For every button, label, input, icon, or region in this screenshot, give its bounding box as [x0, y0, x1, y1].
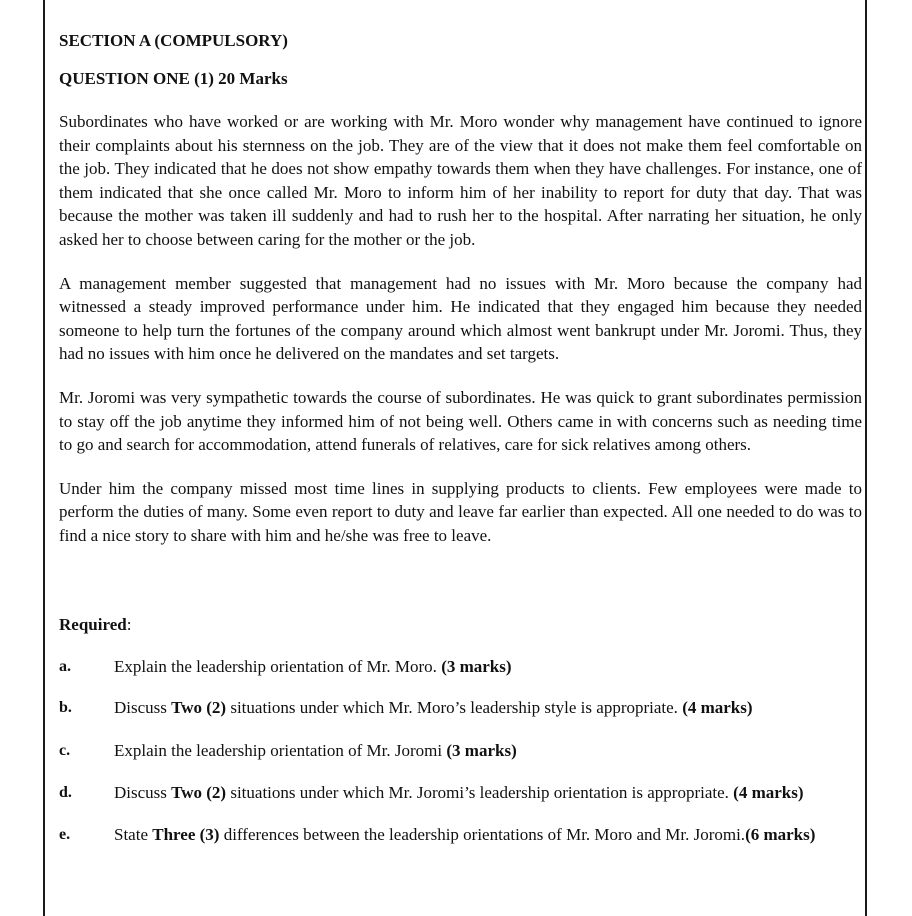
question-text-part: situations under which Mr. Moro’s leadership style is appropriate. [226, 697, 683, 717]
paragraph-1: Subordinates who have worked or are working with Mr. Moro wonder why management have continued to ignore their complaints about his sternness on the job. They are of the view that it does not make them feel comfortable on the job. They indicated that he does not show empathy towards them when they have challenges. For instance, one of them indicated that she once called Mr. Moro to inform him of her inability to report for duty that day. That was because the mother was taken ill suddenly and had to rush her to the hospital. After narrating her situation, he only asked her to choose between caring for the mother or the job. [59, 112, 862, 249]
question-item-c [59, 739, 862, 763]
question-letter: e. [59, 825, 71, 843]
question-text [114, 655, 512, 679]
question-item-e [59, 823, 862, 847]
paragraph-3: Mr. Joromi was very sympathetic towards the course of subordinates. He was quick to grant subordinates permission to stay off the job anytime they informed him of not being well. Others came in with concerns such as needing time to go and search for accommodation, attend funerals of relatives, care for sick relatives among others. [59, 387, 862, 455]
question-text [114, 739, 517, 763]
question-marks: (3 marks) [446, 740, 517, 760]
question-text-part: Discuss [114, 697, 172, 717]
required-label: Required [59, 614, 127, 634]
question-bold-part: (2) [206, 697, 227, 717]
question-marks: (3 marks) [441, 656, 512, 676]
question-letter: c. [59, 741, 71, 759]
question-text-part: differences between the leadership orientations of Mr. Moro and Mr. Joromi. [219, 824, 746, 844]
question-bold-part: Two [171, 782, 203, 802]
required-colon: : [126, 614, 132, 634]
question-item-b [59, 696, 862, 720]
question-item-a [59, 655, 862, 679]
question-text-part: situations under which Mr. Joromi’s leadership orientation is appropriate. [226, 782, 734, 802]
question-item-d [59, 781, 862, 805]
section-title: SECTION A (COMPULSORY) [59, 31, 288, 50]
question-list [59, 655, 862, 847]
paragraph-4: Under him the company missed most time lines in supplying products to clients. Few employees were made to perform the duties of many. Some even report to duty and leave far earlier than expected. All one needed to do was to find a nice story to share with him and he/she was free to leave. [59, 478, 862, 545]
question-marks: (4 marks) [733, 782, 804, 802]
question-bold-part: (3) [199, 824, 220, 844]
question-text-part: State [114, 824, 153, 844]
question-marks: (4 marks) [682, 697, 753, 717]
question-text [114, 781, 804, 805]
question-text [114, 696, 753, 720]
paragraph-2: A management member suggested that management had no issues with Mr. Moro because the company had witnessed a steady improved performance under him. He indicated that they engaged him because they needed someone to help turn the fortunes of the company around which almost went bankrupt under Mr. Joromi. Thus, they had no issues with him once he delivered on the mandates and set targets. [59, 273, 862, 364]
question-letter: b. [59, 698, 72, 716]
question-text-part: Explain the leadership orientation of Mr. Joromi [114, 740, 447, 760]
required-heading [59, 613, 862, 637]
question-bold-part: (2) [206, 782, 227, 802]
question-bold-part: Three [152, 824, 196, 844]
question-letter: a. [59, 657, 71, 675]
question-marks: (6 marks) [745, 824, 816, 844]
question-letter: d. [59, 783, 72, 801]
question-bold-part: Two [171, 697, 203, 717]
question-text-part: Discuss [114, 782, 172, 802]
question-text [114, 823, 815, 847]
question-title: QUESTION ONE (1) 20 Marks [59, 69, 288, 88]
question-text-part: Explain the leadership orientation of Mr. Moro. [114, 656, 442, 676]
exam-document [59, 28, 862, 847]
